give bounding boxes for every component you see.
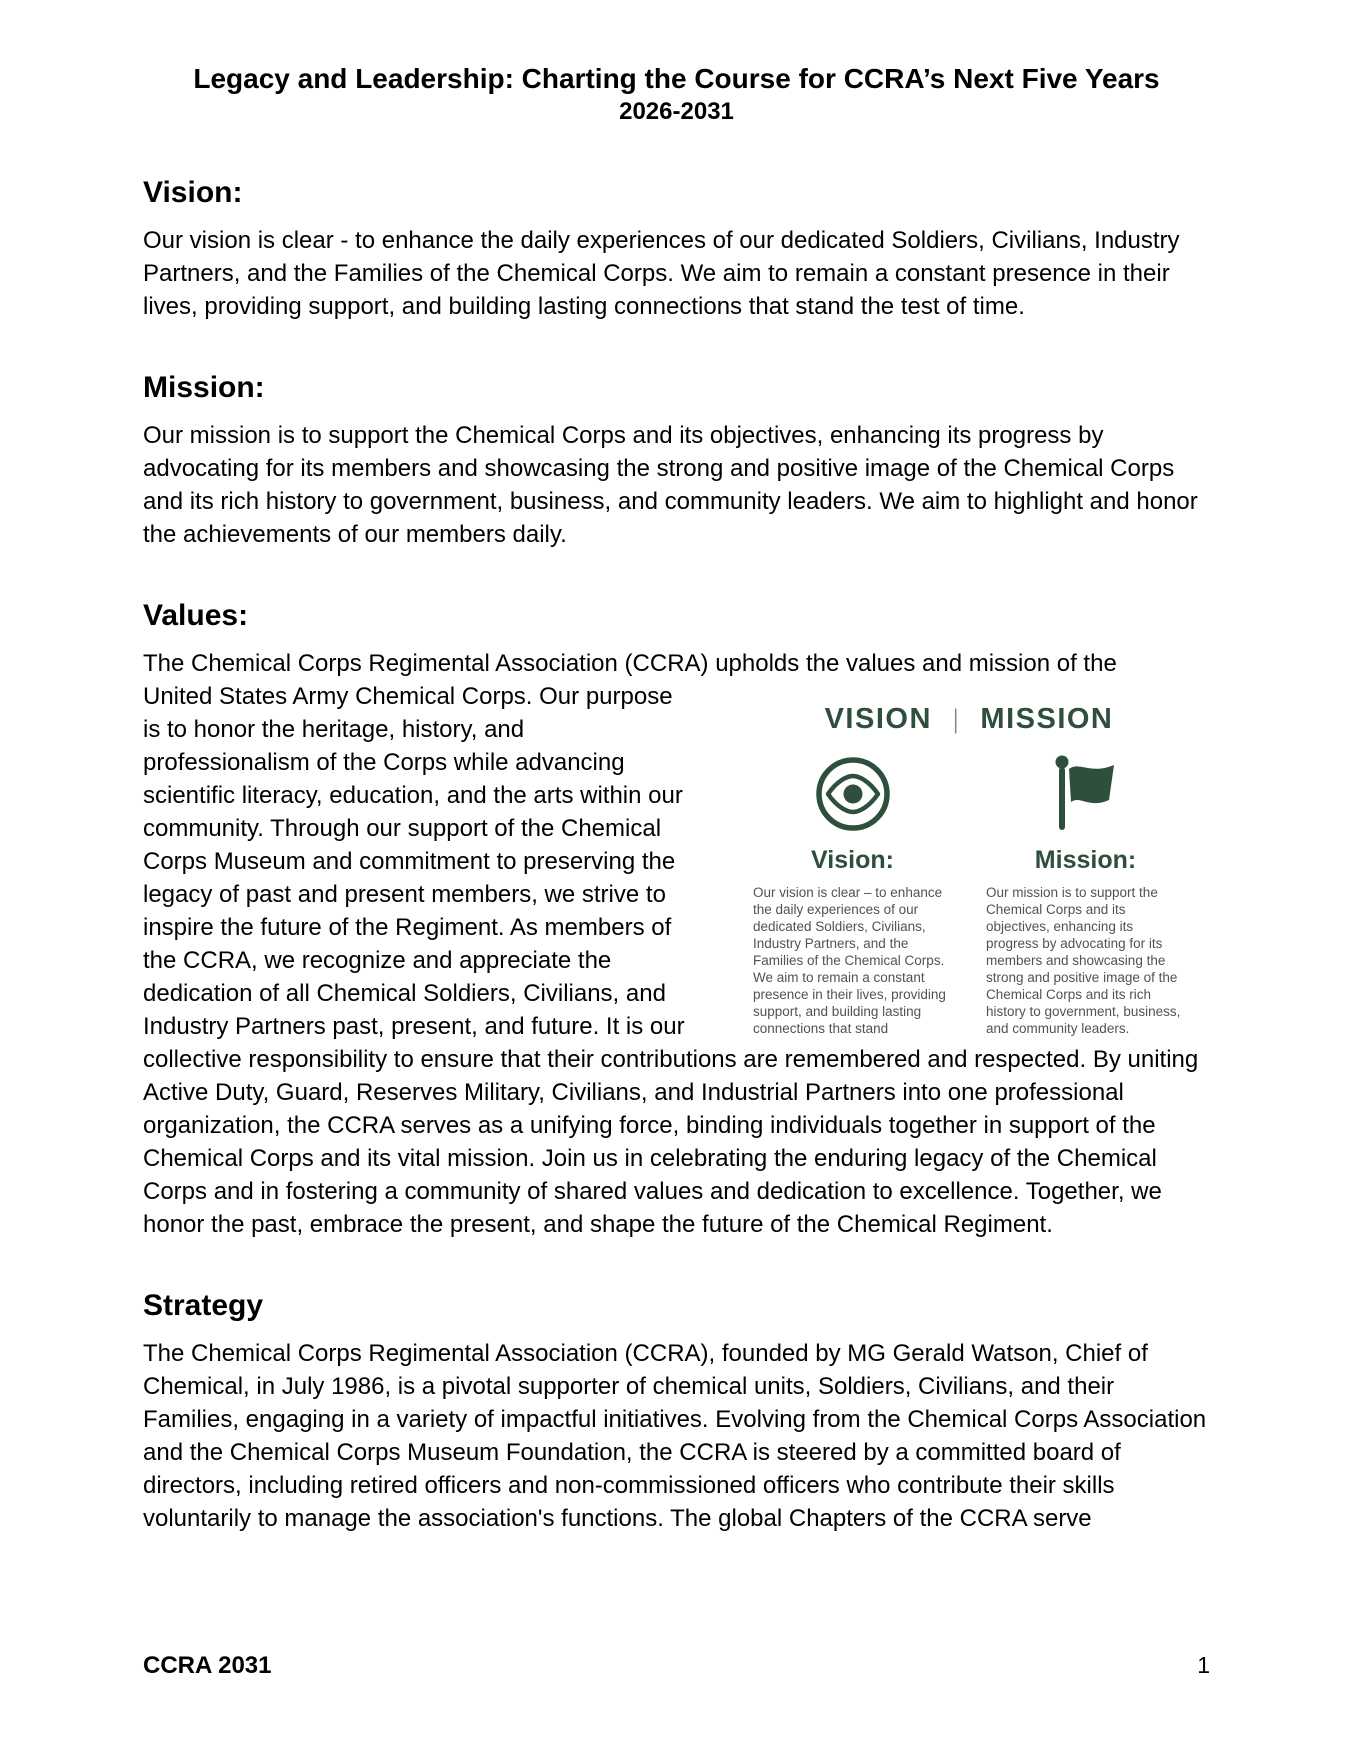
graphic-header-mission: MISSION — [980, 703, 1114, 735]
values-paragraph-flow — [143, 680, 1210, 1241]
graphic-vision-label: Vision: — [811, 846, 894, 874]
section-strategy — [143, 1289, 1210, 1535]
graphic-header-vision: VISION — [824, 703, 932, 735]
page-footer — [143, 1652, 1210, 1680]
page-title: Legacy and Leadership: Charting the Course for CCRA’s Next Five Years — [193, 63, 1160, 94]
graphic-header-separator: | — [953, 704, 960, 734]
graphic-vision-caption: Our vision is clear – to enhance the daily experiences of our dedicated Soldiers, Civilians, Industry Partners, and the Families of the Chemical Corps. We aim to remain a constant presence in their lives, providing support, and building lasting connections that stand — [753, 885, 946, 1036]
values-paragraph-intro: The Chemical Corps Regimental Association (CCRA) upholds the values and mission of the — [143, 650, 1117, 677]
mission-heading: Mission: — [143, 371, 265, 404]
values-paragraph-wrapped: United States Army Chemical Corps. Our purpose is to honor the heritage, history, and professionalism of the Corps while advancing scientific literacy, education, and the arts within our community. Through our support of the Chemical Corps Museum and commitment to preserving the legacy of past and present members, we strive to inspire the future of the Regiment. As members of the CCRA, we recognize and appreciate the dedication of all Chemical Soldiers, Civilians, and Industry Partners past, present, and future. It is our collective responsibility to ensure that their contributions are remembered and respected. By uniting Active Duty, Guard, Reserves Military, Civilians, and Industrial Partners into one professional organization, the CCRA serves as a unifying force, binding individuals together in support of the Chemical Corps and its vital mission. Join us in celebrating the enduring legacy of the Chemical Corps and in fostering a community of shared values and dedication to excellence. Together, we honor the past, embrace the present, and shape the future of the Chemical Regiment. — [143, 683, 1199, 1238]
section-mission — [143, 371, 1210, 551]
vision-paragraph: Our vision is clear - to enhance the daily experiences of our dedicated Soldiers, Civilians, Industry Partners, and the Families of the Chemical Corps. We aim to remain a constant presence in their lives, providing support, and building lasting connections that stand the test of time. — [143, 227, 1180, 320]
eye-icon — [753, 750, 952, 838]
section-vision — [143, 176, 1210, 323]
page-subtitle: 2026-2031 — [619, 98, 734, 125]
values-heading: Values: — [143, 599, 249, 632]
vision-mission-graphic — [690, 680, 1210, 1043]
flag-icon — [986, 750, 1185, 838]
footer-doc-label: CCRA 2031 — [143, 1652, 272, 1679]
page-number: 1 — [1197, 1652, 1210, 1678]
graphic-mission-column — [986, 750, 1185, 1037]
section-values — [143, 599, 1210, 1241]
vision-heading: Vision: — [143, 176, 243, 209]
graphic-header — [753, 702, 1185, 736]
graphic-mission-label: Mission: — [1034, 846, 1137, 874]
strategy-paragraph: The Chemical Corps Regimental Association (CCRA), founded by MG Gerald Watson, Chief of Chemical, in July 1986, is a pivotal supporter of chemical units, Soldiers, Civilians, and their Families, engaging in a variety of impactful initiatives. Evolving from the Chemical Corps Association and the Chemical Corps Museum Foundation, the CCRA is steered by a committed board of directors, including retired officers and non-commissioned officers who contribute their skills voluntarily to manage the association's functions. The global Chapters of the CCRA serve — [143, 1340, 1207, 1532]
graphic-mission-caption: Our mission is to support the Chemical Corps and its objectives, enhancing its progress by advocating for its members and showcasing the strong and positive image of the Chemical Corps and its rich history to government, business, and community leaders. — [986, 885, 1181, 1036]
document-header — [143, 62, 1210, 128]
strategy-heading: Strategy — [143, 1289, 264, 1322]
mission-paragraph: Our mission is to support the Chemical Corps and its objectives, enhancing its progress by advocating for its members and showcasing the strong and positive image of the Chemical Corps and its rich history to government, business, and community leaders. We aim to highlight and honor the achievements of our members daily. — [143, 422, 1198, 548]
graphic-columns — [753, 750, 1185, 1037]
graphic-vision-column — [753, 750, 952, 1037]
